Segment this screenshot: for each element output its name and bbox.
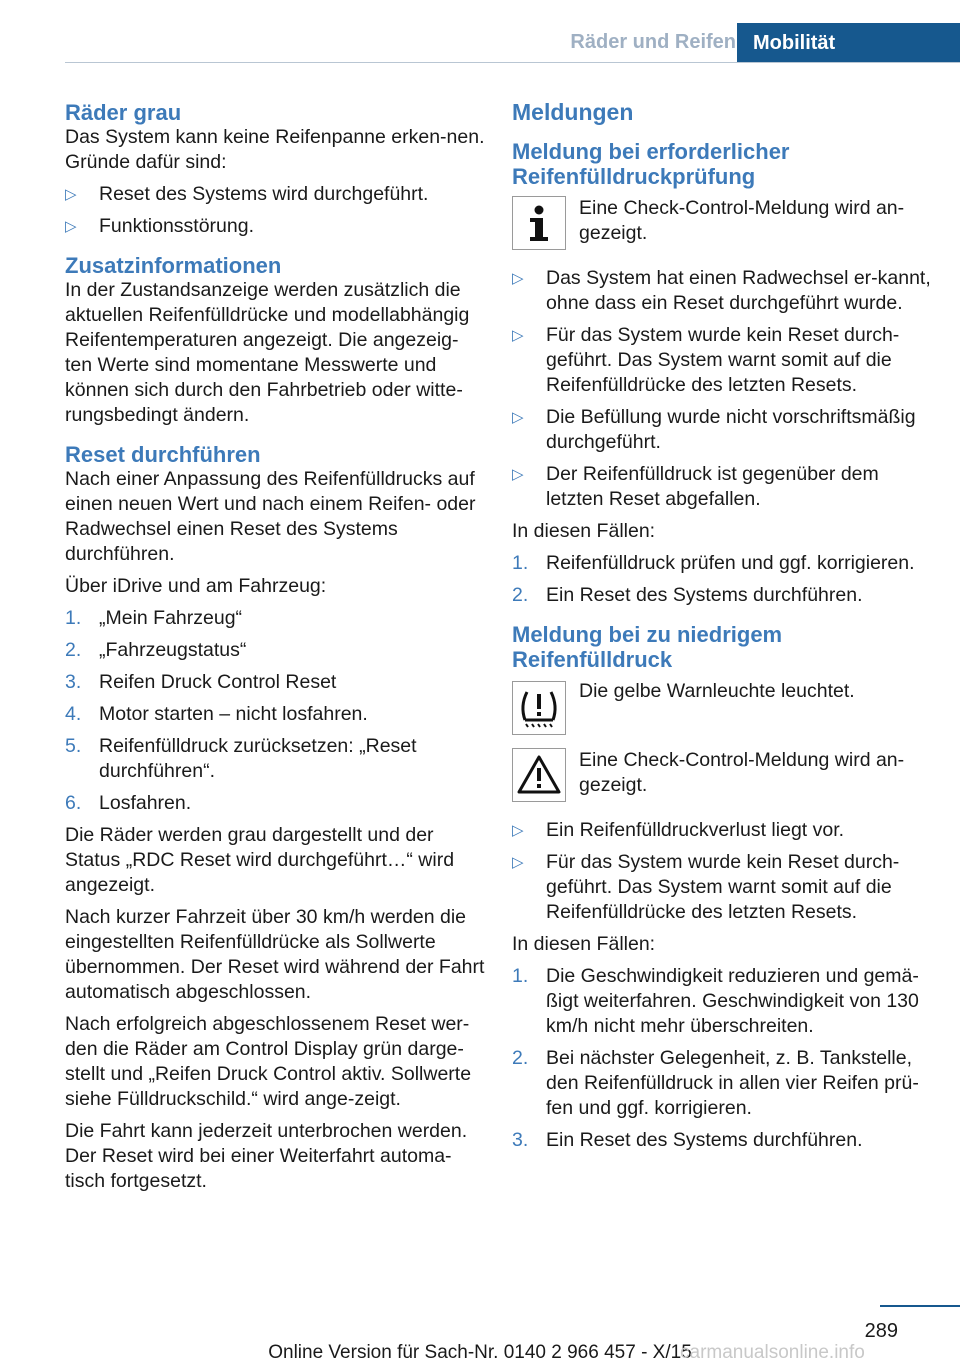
step-number: 1. [512, 965, 529, 987]
list-item [65, 214, 485, 239]
step-text: Reifen Druck Control Reset [99, 671, 337, 693]
triangle-bullet-icon: ▷ [512, 822, 524, 839]
step-number: 3. [512, 1129, 529, 1151]
heading-raeder-grau: Räder grau [65, 100, 182, 125]
online-version-note: Online Version für Sach-Nr. 0140 2 966 457 - X/15 [268, 1342, 692, 1363]
header-chapter-tab: Mobilität [737, 23, 960, 63]
triangle-bullet-icon: ▷ [65, 218, 77, 235]
list-item [65, 702, 485, 727]
list-item [512, 266, 932, 316]
footer-divider [880, 1305, 960, 1307]
header-section-title: Räder und Reifen [570, 31, 736, 53]
step-text: Ein Reset des Systems durchführen. [546, 584, 863, 606]
step-text: Ein Reset des Systems durchführen. [546, 1129, 863, 1151]
list-item-text: Reset des Systems wird durchgeführt. [99, 183, 429, 205]
step-text: Bei nächster Gelegenheit, z. B. Tankstelle, den Reifenfülldruck in allen vier Reifen prü-fen und ggf. korrigieren. [546, 1047, 919, 1119]
step-number: 1. [512, 552, 529, 574]
list-item [512, 818, 932, 843]
list-item [65, 606, 485, 631]
heading-reset: Reset durchführen [65, 442, 261, 467]
list-item [512, 551, 932, 576]
list-item [512, 323, 932, 398]
reset-steps-list [65, 606, 485, 816]
list-niedrig-gruende [512, 818, 932, 925]
list-item-text: Für das System wurde kein Reset durch-geführt. Das System warnt somit auf die Reifenfülldrücke des letzten Resets. [546, 851, 900, 923]
paragraph-in-diesen-faellen-2: In diesen Fällen: [512, 933, 656, 955]
watermark: carmanualsonline.info [680, 1342, 865, 1363]
triangle-bullet-icon: ▷ [512, 854, 524, 871]
step-number: 1. [65, 607, 82, 629]
list-item [65, 182, 485, 207]
list-item-text: Der Reifenfülldruck ist gegenüber dem letzten Reset abgefallen. [546, 463, 879, 510]
list-item-text: Das System hat einen Radwechsel er-kannt, ohne dass ein Reset durchgeführt wurde. [546, 267, 931, 314]
warning-lamp-text: Die gelbe Warnleuchte leuchtet. [579, 680, 855, 702]
list-item [65, 670, 485, 695]
heading-erforderliche-pruefung: Meldung bei erforderlicher Reifenfülldruckprüfung [512, 139, 790, 189]
heading-zusatzinformationen: Zusatzinformationen [65, 253, 282, 278]
warning-lamp-row [512, 679, 932, 741]
header-divider [65, 62, 960, 63]
paragraph-after-1: Die Räder werden grau dargestellt und der Status „RDC Reset wird durchgeführt…“ wird angezeigt. [65, 824, 455, 896]
list-item [512, 462, 932, 512]
paragraph-zusatzinformationen: In der Zustandsanzeige werden zusätzlich die aktuellen Reifenfülldrücke und modellabhängig Reifentemperaturen angezeigt. Die angezeig-ten Werte sind momentane Messwerte und können sich durch den Fahrbetrieb oder witte-rungsbedingt ändern. [65, 279, 470, 426]
step-text: Reifenfülldruck prüfen und ggf. korrigieren. [546, 552, 915, 574]
step-number: 6. [65, 792, 82, 814]
list-item-text: Funktionsstörung. [99, 215, 255, 237]
paragraph-in-diesen-faellen-1: In diesen Fällen: [512, 520, 656, 542]
niedrig-steps-list [512, 964, 932, 1153]
triangle-bullet-icon: ▷ [512, 409, 524, 426]
step-number: 5. [65, 735, 82, 757]
list-item [512, 964, 932, 1039]
warning-message-text: Eine Check-Control-Meldung wird an-gezeigt. [579, 749, 905, 796]
step-text: „Mein Fahrzeug“ [99, 607, 243, 629]
list-gruende [65, 182, 485, 239]
list-item [512, 583, 932, 608]
pruefung-steps-list [512, 551, 932, 608]
step-text: Losfahren. [99, 792, 192, 814]
list-item [512, 850, 932, 925]
list-item-text: Für das System wurde kein Reset durch-geführt. Das System warnt somit auf die Reifenfülldrücke des letzten Resets. [546, 324, 900, 396]
paragraph-after-4: Die Fahrt kann jederzeit unterbrochen werden. Der Reset wird bei einer Weiterfahrt automa-tisch fortgesetzt. [65, 1120, 468, 1192]
triangle-bullet-icon: ▷ [65, 186, 77, 203]
paragraph-after-3: Nach erfolgreich abgeschlossenem Reset wer-den die Räder am Control Display grün darge-stellt und „Reifen Druck Control aktiv. Sollwerte siehe Fülldruckschild.“ wird ange-zeigt. [65, 1013, 472, 1110]
list-item [65, 734, 485, 784]
right-column [512, 100, 932, 1153]
paragraph-raeder-grau: Das System kann keine Reifenpanne erken-nen. Gründe dafür sind: [65, 126, 485, 173]
warning-message-row [512, 748, 932, 804]
list-item-text: Ein Reifenfülldruckverlust liegt vor. [546, 819, 845, 841]
left-column [65, 100, 485, 1194]
triangle-bullet-icon: ▷ [512, 270, 524, 287]
info-message-row [512, 196, 932, 252]
step-number: 2. [512, 1047, 529, 1069]
triangle-bullet-icon: ▷ [512, 466, 524, 483]
tire-pressure-warning-icon [512, 681, 566, 735]
list-item-text: Die Befüllung wurde nicht vorschriftsmäßig durchgeführt. [546, 406, 916, 453]
warning-triangle-icon [512, 748, 566, 802]
paragraph-reset-idrive: Über iDrive und am Fahrzeug: [65, 575, 327, 597]
step-text: Reifenfülldruck zurücksetzen: „Reset durchführen“. [99, 735, 417, 782]
list-item [512, 405, 932, 455]
info-message-text: Eine Check-Control-Meldung wird an-gezeigt. [579, 197, 905, 244]
heading-niedriger-druck: Meldung bei zu niedrigem Reifenfülldruck [512, 622, 783, 672]
paragraph-after-2: Nach kurzer Fahrzeit über 30 km/h werden die eingestellten Reifenfülldrücke als Sollwerte übernommen. Der Reset wird während der Fahrt automatisch abgeschlossen. [65, 906, 485, 1003]
step-text: Motor starten – nicht losfahren. [99, 703, 368, 725]
list-item [512, 1046, 932, 1121]
list-item [512, 1128, 932, 1153]
step-number: 2. [65, 639, 82, 661]
list-pruefung-gruende [512, 266, 932, 512]
heading-meldungen: Meldungen [512, 99, 634, 125]
step-text: Die Geschwindigkeit reduzieren und gemä-ßigt weiterfahren. Geschwindigkeit von 130 km/h nicht mehr überschreiten. [546, 965, 919, 1037]
paragraph-reset-intro: Nach einer Anpassung des Reifenfülldrucks auf einen neuen Wert und nach einem Reifen- oder Radwechsel einen Reset des Systems durchführen. [65, 468, 476, 565]
step-number: 3. [65, 671, 82, 693]
step-number: 4. [65, 703, 82, 725]
step-text: „Fahrzeugstatus“ [99, 639, 247, 661]
list-item [65, 791, 485, 816]
info-icon [512, 196, 566, 250]
triangle-bullet-icon: ▷ [512, 327, 524, 344]
page-number: 289 [864, 1320, 898, 1342]
step-number: 2. [512, 584, 529, 606]
list-item [65, 638, 485, 663]
